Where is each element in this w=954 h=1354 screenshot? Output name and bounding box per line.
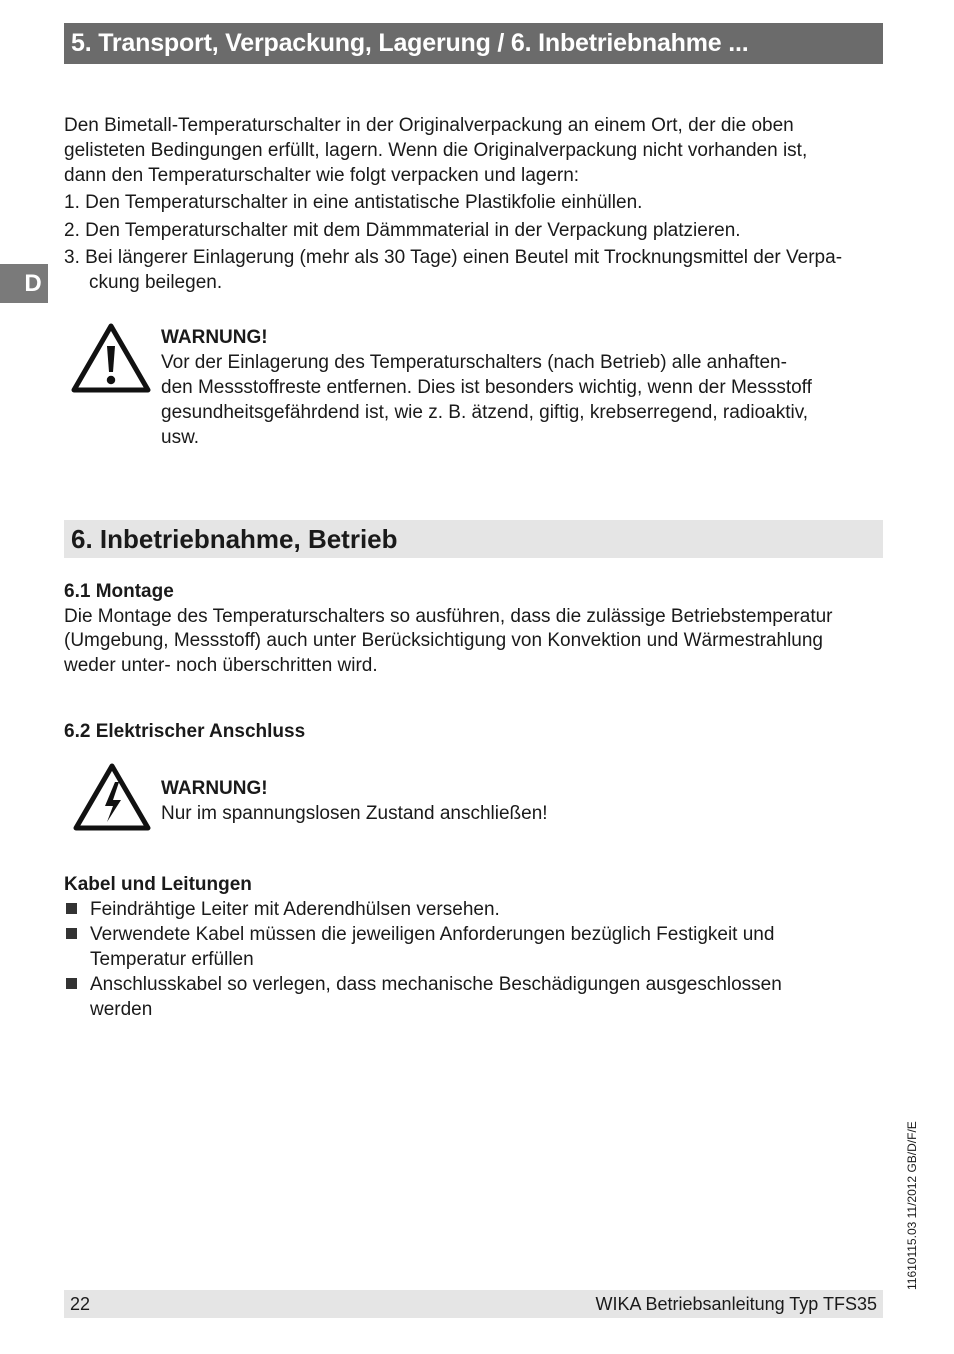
page-footer <box>64 1290 883 1318</box>
storage-step-2: 2. Den Temperaturschalter mit dem Dämmmaterial in der Verpackung platzieren. <box>64 220 741 241</box>
electrical-warning-text: Nur im spannungslosen Zustand anschließen! <box>161 803 548 824</box>
storage-step-3: 3. Bei längerer Einlagerung (mehr als 30 Tage) einen Beutel mit Trocknungsmittel der Verpa- <box>64 247 843 268</box>
storage-step-3-continued: ckung beilegen. <box>89 272 223 293</box>
warning-triangle-icon <box>70 322 152 394</box>
square-bullet-icon <box>66 978 77 989</box>
cable-item-1: Feindrähtige Leiter mit Aderendhülsen versehen. <box>90 899 500 920</box>
storage-intro-line-1: Den Bimetall-Temperaturschalter in der Originalverpackung an einem Ort, der die oben <box>64 115 794 136</box>
cable-item-3-line-1: Anschlusskabel so verlegen, dass mechanische Beschädigungen ausgeschlossen <box>90 974 782 995</box>
storage-warning-line-1: Vor der Einlagerung des Temperaturschalters (nach Betrieb) alle anhaften- <box>161 352 787 373</box>
chapter-header <box>64 23 883 64</box>
storage-warning-title: WARNUNG! <box>161 327 268 348</box>
montage-line-2: (Umgebung, Messstoff) auch unter Berücksichtigung von Konvektion und Wärmestrahlung <box>64 630 823 651</box>
storage-intro-line-2: gelisteten Bedingungen erfüllt, lagern. Wenn die Originalverpackung nicht vorhanden ist, <box>64 140 808 161</box>
cable-item-2-line-1: Verwendete Kabel müssen die jeweiligen Anforderungen bezüglich Festigkeit und <box>90 924 775 945</box>
electrical-heading: 6.2 Elektrischer Anschluss <box>64 721 306 742</box>
language-tab: D <box>0 264 48 303</box>
square-bullet-icon <box>66 903 77 914</box>
square-bullet-icon <box>66 928 77 939</box>
footer-title: WIKA Betriebsanleitung Typ TFS35 <box>595 1294 877 1314</box>
section-title: 6. Inbetriebnahme, Betrieb <box>71 524 398 554</box>
cables-heading: Kabel und Leitungen <box>64 874 252 895</box>
document-code: 11610115.03 11/2012 GB/D/F/E <box>905 1121 919 1290</box>
electrical-warning-title: WARNUNG! <box>161 778 268 799</box>
storage-warning-line-2: den Messstoffreste entfernen. Dies ist besonders wichtig, wenn der Messstoff <box>161 377 812 398</box>
cable-item-2-line-2: Temperatur erfüllen <box>90 949 254 970</box>
storage-warning-line-3: gesundheitsgefährdend ist, wie z. B. ätzend, giftig, krebserregend, radioaktiv, <box>161 402 809 423</box>
storage-step-1: 1. Den Temperaturschalter in eine antistatische Plastikfolie einhüllen. <box>64 192 643 213</box>
page-number: 22 <box>70 1294 91 1314</box>
high-voltage-icon <box>72 762 152 832</box>
storage-intro-line-3: dann den Temperaturschalter wie folgt verpacken und lagern: <box>64 165 580 186</box>
montage-line-1: Die Montage des Temperaturschalters so ausführen, dass die zulässige Betriebstemperatur <box>64 606 833 627</box>
cable-item-3-line-2: werden <box>90 999 153 1020</box>
montage-heading: 6.1 Montage <box>64 581 174 602</box>
chapter-title: 5. Transport, Verpackung, Lagerung / 6. Inbetriebnahme ... <box>71 29 749 57</box>
montage-line-3: weder unter- noch überschritten wird. <box>64 655 378 676</box>
storage-warning-line-4: usw. <box>161 427 200 448</box>
section-header <box>64 520 883 558</box>
